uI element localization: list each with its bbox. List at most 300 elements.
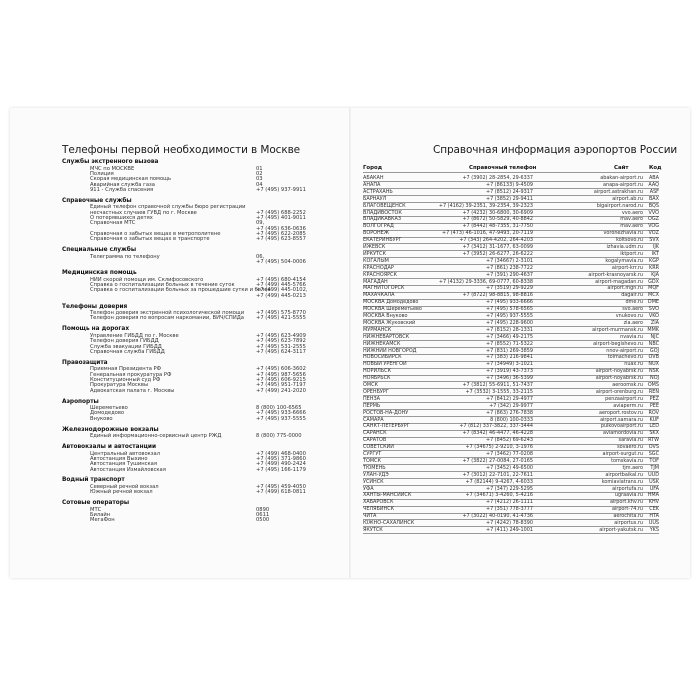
airport-code: CEK [649,506,659,513]
airport-phone: +7 (3022) 40-0190, 41-4736 [462,513,533,520]
service-name: Телеграмма по телефону [90,253,160,260]
airport-code: VOZ [648,230,659,237]
airport-site: dme.ru [625,299,643,306]
service-name: Билайн [90,512,111,519]
service-phone: 0500 [256,517,270,524]
airport-site: aerochita.ru [613,513,643,520]
col-header-phone: Справочный телефон [469,165,537,171]
airport-code: NBC [648,340,659,347]
airport-code: VOG [648,223,659,230]
airport-city: МАХАЧКАЛА [363,292,395,299]
airport-city: НОВЫЙ УРЕНГОЙ [363,361,407,368]
airport-city: ВОЛГОГРАД [363,223,394,230]
airport-phone: +7 (812) 337-3822, 337-3444 [459,423,533,430]
service-name: Конституционный суд РФ [90,376,161,383]
airport-phone: +7 (34671) 3-4260, 5-4216 [465,492,533,499]
airport-phone: +7 (3812) 55-6911, 51-7437 [462,382,533,388]
airport-city: ВЛАДИКАВКАЗ [363,216,401,223]
airport-code: USK [649,478,659,485]
airport-site: sovaero.ru [617,444,643,451]
service-name: Аварийная служба газа [90,181,155,188]
service-phone: +7 (495) 987-5656 [256,371,306,378]
service-phone: 0611 [256,512,270,519]
airport-site: airport-krasnoyarsk.ru [588,271,643,278]
service-phone: +7 (495) 401-9011 [256,215,306,222]
airport-code: KHV [648,499,659,506]
airport-phone: +7 (34675) 2-9210, 3-1976 [465,444,533,451]
airport-city: УЛАН-УДЭ [363,471,389,478]
section-title: Телефоны доверия [62,303,128,310]
airport-site: airport.astrakhan.ru [593,188,643,195]
section-title: Справочные службы [62,197,132,204]
airport-city: ИЖЕВСК [363,244,386,250]
service-name: Телефон доверия экстренной психологической помощи [90,310,245,317]
airport-city: ОРЕНБУРГ [363,388,389,395]
page-title: Телефоны первой необходимости в Москве [62,144,301,156]
service-phone: +7 (499) 468-0400 [256,450,306,457]
airport-code: UFA [649,485,659,492]
row-divider [363,533,659,534]
airport-phone: +7 (8452) 69-6243 [485,437,533,444]
section-title: Сотовые операторы [62,500,130,507]
airport-city: АНАПА [363,181,381,188]
airport-site: airport.ab.ru [612,195,643,202]
service-name: Внуково [90,415,113,422]
service-name: Автостанция Измайловская [90,466,166,473]
airport-city: САНКТ-ПЕТЕРБУРГ [363,423,410,430]
airport-phone: +7 (342) 29-9977 [489,402,533,409]
airport-site: iktport.ru [620,250,643,257]
airport-code: VKO [648,313,659,319]
service-name: Полиция [90,170,114,177]
service-phone: +7 (499) 618-0811 [256,489,306,496]
airport-phone: +7 (3852) 29-9411 [485,195,533,202]
service-phone: +7 (495) 688-2252 [256,209,306,216]
airport-site: saravia.ru [618,437,643,444]
airport-phone: +7 (3822) 27-0084, 27-0165 [462,457,533,464]
airport-phone: +7 (861) 238-7722 [485,264,533,271]
service-name: Справка о госпитализации больных за прошедшие сутки и более [90,287,271,294]
airport-phone: +7 (495) 933-6666 [485,299,533,306]
airport-code: UUD [648,471,659,478]
airport-city: МУРМАНСК [363,326,392,333]
airport-code: SGC [648,451,659,457]
airport-site: bigairport.narod.ru [596,202,643,209]
airport-code: PEZ [649,395,659,402]
airport-city: ХАНТЫ-МАНСИЙСК [363,492,412,499]
airport-phone: +7 (86133) 9-4509 [485,181,533,188]
service-name: Справка о госпитализации больных в течение суток [90,281,235,288]
airport-code: IJK [652,244,659,250]
service-name: Прокуратура Москвы [90,382,149,389]
airport-phone: +7 (495) 578-6565 [485,306,533,313]
airport-city: РОСТОВ-НА-ДОНУ [363,409,409,416]
service-phone: +7 (499) 445-0102, [256,287,308,294]
airport-code: SVO [648,306,659,313]
col-header-code: Код [649,165,662,171]
airport-code: OGZ [648,216,659,223]
airport-site: airport-murmansk.ru [592,326,643,333]
airport-site: tolmachevo.ru [607,354,643,361]
airport-code: ABA [648,175,659,181]
airport-code: HTA [649,513,659,520]
airport-site: zia.aero [623,319,643,326]
service-name: Автостанция Выхино [90,455,148,462]
service-phone: +7 (495) 937-9911 [256,186,306,193]
airport-site: tjm.aero [622,464,643,471]
service-phone: +7 (499) 445-5766 [256,281,306,288]
service-name: Северный речной вокзал [90,484,159,490]
booklet-spread [10,108,690,578]
airport-phone: +7 (411) 249-1001 [485,526,533,533]
airport-phone: +7 (473) 46-1016, 47-9493, 20-7119 [442,230,533,237]
airport-phone: 8 (800) 100-0333 [490,416,533,423]
airport-site: mav.aero [620,216,643,223]
col-header-site: Сайт [614,165,629,171]
airport-site: vnukovo.ru [615,313,643,319]
airport-code: NJC [650,333,659,340]
service-name: Справочная о забытых вещах в метрополитене [90,231,221,238]
service-name: Справочная МТС [90,220,136,227]
airport-phone: +7 (3466) 49-2175 [485,333,533,340]
airport-phone: +7 (495) 937-5555 [485,313,533,319]
airport-city: СОВЕТСКИЙ [363,444,394,451]
service-name: Справочная о забытых вещах в транспорте [90,236,210,243]
airport-site: airport-krr.ru [611,264,643,271]
service-phone: 8 (800) 100-6565 [256,405,302,412]
service-phone: +7 (495) 951-7197 [256,382,306,389]
airport-city: МОСКВА Внуково [363,313,408,319]
airport-code: TOF [649,457,659,464]
airport-city: САМАРА [363,416,384,423]
service-phone: 0890 [256,506,270,513]
airport-phone: +7 (8552) 71-5322 [485,340,533,347]
airport-code: SVX [649,237,659,244]
airport-phone: +7 (3519) 29-9229 [485,285,533,292]
service-phone: +7 (495) 575-8770 [256,310,306,317]
header-rule [363,172,659,173]
airport-site: airport-yakutsk.ru [599,526,643,533]
airport-city: МАГНИТОГОРСК [363,285,405,292]
airport-phone: +7 (351) 778-3777 [485,506,533,513]
service-name: Центральный автовокзал [90,450,161,457]
service-name: Единый телефон справочной службы бюро регистрации [90,204,246,211]
airport-phone: +7 (8152) 28-1331 [485,326,533,333]
airport-code: HMA [647,492,659,499]
airport-city: НИЖНЕКАМСК [363,340,401,347]
airport-site: airportus.ru [614,520,643,526]
service-name: Автостанция Тушинская [90,461,157,468]
airport-phone: +7 (3919) 43-7373 [485,368,533,375]
airport-phone: +7 (3532) 3-1555, 33-2115 [465,388,533,395]
airport-code: DME [647,299,659,306]
service-name: Южный речной вокзал [90,489,153,496]
airport-phone: +7 (34949) 3-1021 [485,361,533,368]
airport-site: izhavia.udm.ru [606,244,643,250]
airport-site: tomskavia.ru [611,457,643,464]
airport-site: anapa-airport.ru [602,181,643,188]
airport-city: МОСКВА Шереметьево [363,306,422,313]
airport-code: NSK [649,368,659,375]
section-title: Аэропорты [62,398,99,405]
airport-phone: +7 (8412) 29-4977 [485,395,533,402]
airport-site: pulkovoairport.ru [600,423,643,430]
airport-city: АСТРАХАНЬ [363,188,393,195]
airport-phone: +7 (8342) 46-4477, 46-4228 [462,430,533,437]
right-page-airports [351,108,690,578]
service-phone: +7 (495) 166-1179 [256,466,306,473]
airport-phone: +7 (8512) 24-9317 [485,188,533,195]
airport-phone: +7 (831) 269-3859 [485,347,533,354]
airport-code: PEE [649,402,659,409]
service-name: МТС [90,506,102,513]
airport-phone: +7 (82144) 9-4267, 4-6033 [465,478,533,485]
service-name: Телефон доверия ГИБДД [90,338,159,345]
airport-city: ВОРОНЕЖ [363,230,390,237]
airport-phone: +7 (8442) 48-7355, 31-7750 [462,223,533,230]
airport-site: airport-magadan.ru [595,278,643,285]
airport-phone: +7 (347) 229-5295 [485,485,533,492]
section-title: Водный транспорт [62,477,125,484]
service-name: Телефон доверия по вопросам наркомании, ВИЧ/СПИДа [90,315,244,322]
airport-city: АБАКАН [363,175,384,181]
service-phone: +7 (495) 421-5555 [256,315,306,322]
airport-site: dagair.ru [621,292,643,299]
airport-site: penzaairport.ru [605,395,643,402]
airport-code: LED [649,423,659,430]
airport-code: SKX [649,430,659,437]
service-phone: +7 (495) 624-3117 [256,348,306,355]
airport-site: koltsovo.ru [616,237,643,244]
airport-code: BAX [648,195,659,202]
airport-city: НОЯБРЬСК [363,375,391,382]
airport-code: BQS [648,202,659,209]
airport-code: MMK [647,326,659,333]
service-phone: 01 [256,165,263,172]
airport-site: nvavia.ru [620,333,643,340]
airport-code: REN [648,388,659,395]
airport-city: ЮЖНО-САХАЛИНСК [363,520,415,526]
service-name: НИИ скорой помощи им. Склифосовского [90,276,204,283]
service-phone: +7 (495) 623-7892 [256,338,306,345]
airport-phone: +7 (4242) 78-8390 [485,520,533,526]
airport-city: САРАНСК [363,430,387,437]
service-phone: +7 (495) 623-4909 [256,332,306,339]
service-name: Управление ГИБДД по г. Москве [90,332,179,339]
airport-phone: +7 (34667) 2-3101 [485,257,533,264]
airport-city: НИЖНЕВАРТОВСК [363,333,410,340]
airport-code: KRR [648,264,659,271]
airport-site: airport-surgut.ru [602,451,643,457]
service-name: 911 - Служба спасения [90,186,154,193]
airport-phone: +7 (4132) 29-3336, 69-0777, 60-8338 [438,278,533,285]
airport-site: voronezhavia.ru [603,230,643,237]
left-page-moscow-phones [10,108,349,578]
section-title: Автовокзалы и автостанции [62,444,157,450]
airport-site: airport.khv.ru [609,499,643,506]
airport-site: airport.mgn.ru [607,285,643,292]
airport-site: airport.samara.ru [600,416,643,423]
service-phone: +7 (495) 371-9860 [256,455,306,462]
service-name: Генеральная прокуратура РФ [90,371,172,378]
service-name: МегаФон [90,517,115,524]
airport-site: nnov-airport.ru [606,347,643,354]
service-phone: +7 (495) 606-9215 [256,376,306,383]
airport-code: KUF [649,416,659,423]
service-phone: 02 [256,170,263,177]
service-phone: +7 (495) 459-4050 [256,484,306,490]
airport-phone: +7 (3012) 22-7101, 22-7611 [462,471,533,478]
airport-site: airport-begishevo.ru [593,340,643,347]
service-phone: +7 (495) 622-2085 [256,231,306,238]
airport-city: КОГАЛЫМ [363,257,389,264]
airport-site: airport-noyabrsk.ru [595,368,643,375]
airport-city: САРАТОВ [363,437,387,444]
airport-city: МАГАДАН [363,278,388,285]
airport-city: СУРГУТ [363,451,382,457]
airport-phone: +7 (4162) 39-2351, 39-2354, 39-2323 [438,202,533,209]
airport-phone: +7 (863) 276-7838 [485,409,533,416]
airport-city: КРАСНОДАР [363,264,394,271]
airport-phone: +7 (4232) 30-6800, 30-6909 [462,209,533,216]
section-title: Железнодорожные вокзалы [62,426,159,433]
airport-city: ОМСК [363,382,378,388]
airport-phone: +7 (391) 290-4637 [485,271,533,278]
service-name: Единый информационно-сервисный центр РЖД [90,433,222,440]
airport-city: ЯКУТСК [363,526,383,533]
airport-code: KGP [649,257,659,264]
service-phone: +7 (495) 504-0006 [256,259,306,266]
airport-city: УФА [363,485,374,492]
airport-phone: +7 (3462) 77-0208 [485,451,533,457]
service-phone: +7 (495) 606-3602 [256,366,306,373]
airport-site: nuax.ru [624,361,643,368]
service-name: несчастных случаев ГУВД по г. Москве [90,209,197,216]
service-name: Шереметьево [90,405,128,412]
service-phone: +7 (495) 623-8557 [256,236,306,243]
airport-code: AAQ [648,181,659,188]
airport-site: aeroport.rostov.ru [598,409,643,416]
airport-code: GDX [648,278,659,285]
service-phone: 03 [256,176,263,183]
airport-site: aviaperm.ru [613,402,643,409]
airport-city: НОРИЛЬСК [363,368,392,375]
airport-city: ВЛАДИВОСТОК [363,209,402,216]
section-title: Службы экстренного вызова [62,159,159,165]
airport-site: svo.aero [622,306,643,313]
airport-site: airport-orenburg.ru [595,388,643,395]
airport-site: ugraavia.ru [614,492,643,499]
service-phone: +7 (495) 933-6666 [256,410,306,417]
airport-site: airport-noyabrsk.ru [595,375,643,382]
service-phone: +7 (495) 937-5555 [256,415,306,422]
service-phone: +7 (495) 636-0636 [256,225,306,232]
airport-code: OVB [648,354,659,361]
airport-city: МОСКВА Домодедово [363,299,419,306]
airport-city: ЧИТА [363,513,377,520]
service-name: Справочная служба ГИБДД [90,348,165,355]
airport-phone: +7 (3412) 31-1677, 63-0099 [462,244,533,250]
service-name: Домодедово [90,410,125,417]
page-title: Справочная информация аэропортов России [433,144,678,156]
airport-city: ЧЕЛЯБИНСК [363,506,395,513]
service-name: Адвокатская палата г. Москвы [90,387,175,394]
airport-phone: +7 (3902) 28-2854, 29-6337 [462,175,533,181]
airport-code: OVS [648,444,659,451]
airport-site: vvo.aero [621,209,643,216]
airport-code: GOJ [649,347,659,354]
airport-code: VVO [648,209,659,216]
airport-city: НОВОСИБИРСК [363,354,402,361]
airport-code: IKT [651,250,659,257]
airport-site: komiaviatrans.ru [601,478,643,485]
service-phone: 06, [256,253,265,260]
service-phone: 8 (800) 775-0000 [256,433,302,440]
service-name: Приемная Президента РФ [90,366,162,373]
airport-city: ИРКУТСК [363,250,386,257]
airport-code: MCX [648,292,659,299]
service-phone: +7 (495) 531-2555 [256,343,306,350]
service-phone: +7 (495) 680-4154 [256,276,306,283]
airport-city: МОСКВА Жуковский [363,319,416,326]
service-phone: 09, [256,220,265,227]
airport-city: ТЮМЕНЬ [363,464,386,471]
airport-code: ROV [648,409,659,416]
airport-city: ПЕРМЬ [363,402,381,409]
airport-city: КРАСНОЯРСК [363,271,397,278]
airport-code: MQF [648,285,659,292]
airport-phone: +7 (383) 216-9841 [485,354,533,361]
service-phone: +7 (499) 490-2424 [256,461,306,468]
airport-site: aeroomsk.ru [612,382,643,388]
col-header-city: Город [363,165,383,171]
service-name: Служба эвакуации ГИБДД [90,343,162,350]
airport-phone: +7 (3496) 36-5399 [485,375,533,382]
airport-phone: +7 (8672) 50-5829, 40-8842 [462,216,533,223]
airport-phone: +7 (343) 264-4202, 264-4203 [459,237,533,244]
airport-site: airportbaikal.ru [605,471,643,478]
section-title: Медицинская помощь [62,270,137,277]
airport-phone: +7 (3952) 26-6277, 26-6222 [462,250,533,257]
airport-site: abakan-airport.ru [600,175,643,181]
airport-code: TJM [650,464,659,471]
airport-code: OMS [647,382,659,388]
airport-city: НИЖНИЙ НОВГОРОД [363,347,417,354]
airport-site: kogalymavia.ru [605,257,643,264]
airport-city: ХАБАРОВСК [363,499,394,506]
service-name: Скорая медицинская помощь [90,176,172,183]
airport-city: ПЕНЗА [363,395,380,402]
airport-code: RTW [648,437,659,444]
airport-city: УСИНСК [363,478,384,485]
service-name: МЧС по МОСКВЕ [90,165,135,172]
airport-city: БЛАГОВЕЩЕНСК [363,202,406,209]
service-phone: +7 (499) 445-0213 [256,292,306,299]
airport-phone: +7 (4212) 26-1111 [485,499,533,506]
airport-site: airportufa.ru [612,485,643,492]
airport-code: UUS [648,520,659,526]
airport-code: KJA [651,271,659,278]
airport-code: NOJ [650,375,659,382]
airport-code: ZIA [650,319,659,326]
service-name: О потерявшихся детях [90,215,153,222]
airport-code: NUX [648,361,659,368]
airport-site: aviamordovia.ru [603,430,643,437]
section-title: Правозащита [62,359,108,366]
airport-phone: +7 (3452) 49-6500 [485,464,533,471]
section-title: Помощь на дорогах [62,326,130,333]
service-phone: 04 [256,181,263,188]
